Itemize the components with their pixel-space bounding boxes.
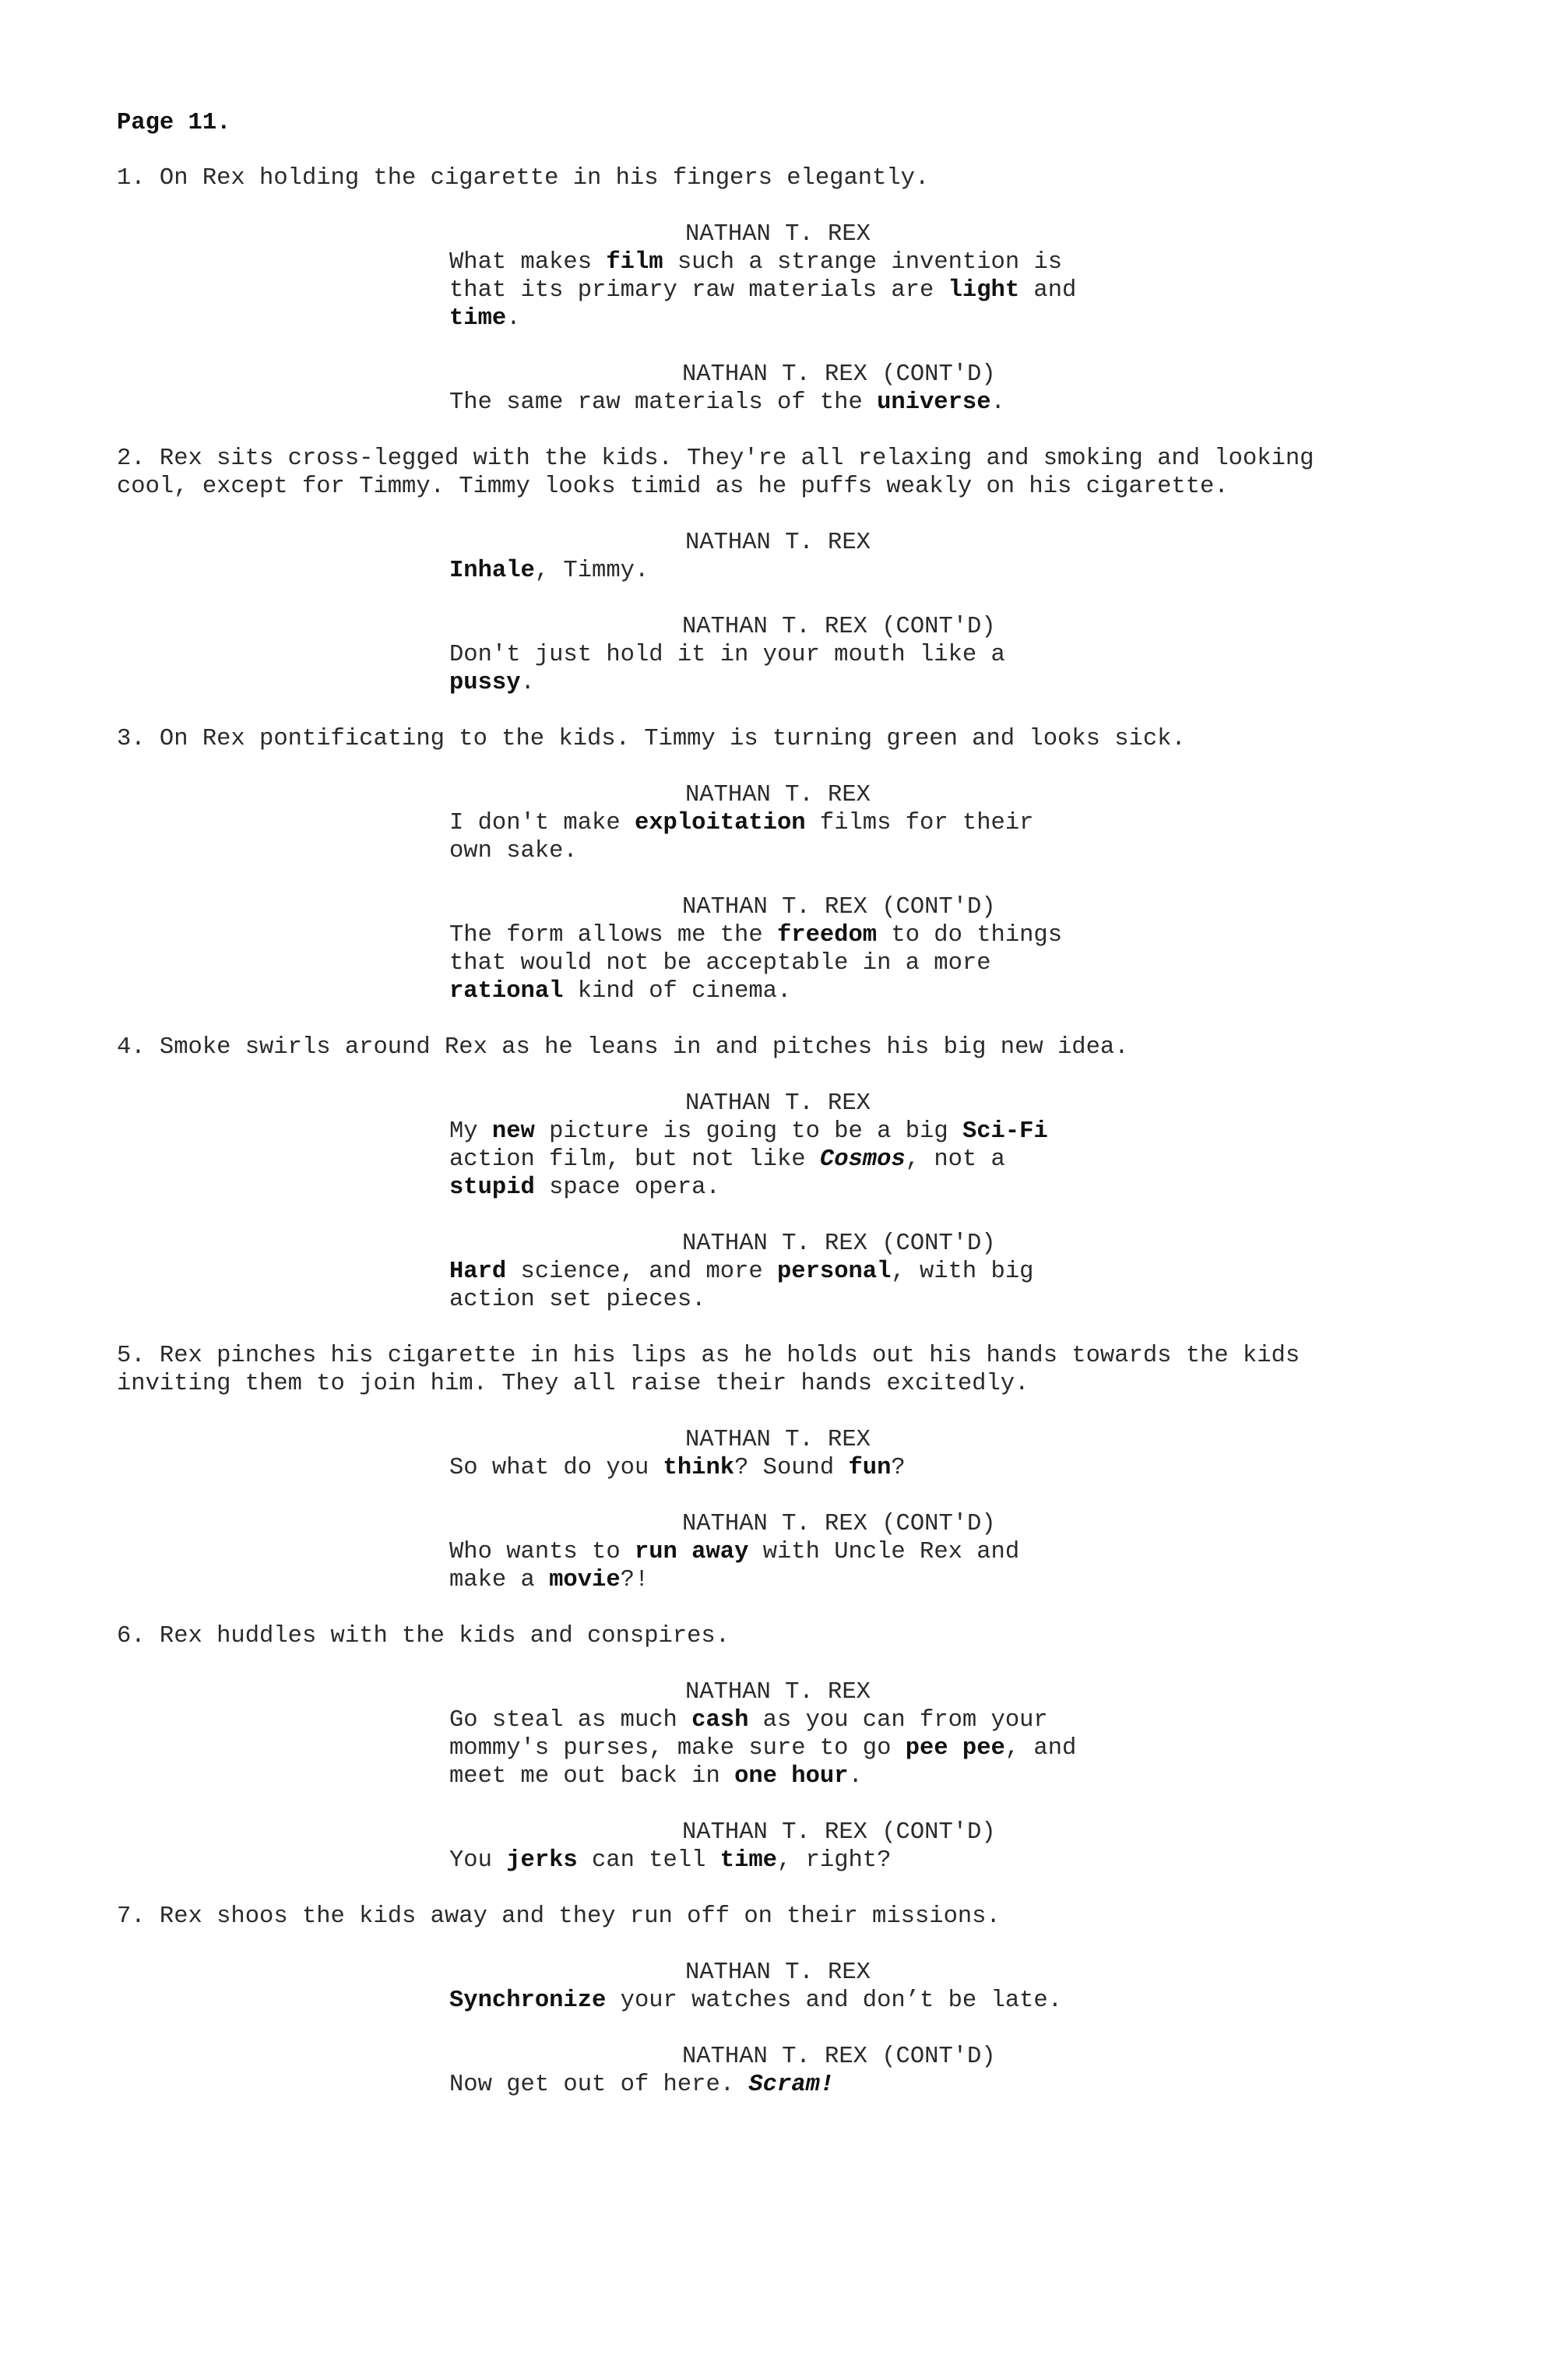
dialogue: Synchronize your watches and don’t be late. xyxy=(449,1987,1063,2014)
action-line: 4. Smoke swirls around Rex as he leans in and pitches his big new idea. xyxy=(117,1034,1129,1061)
dialogue: Inhale, Timmy. xyxy=(449,558,649,584)
character-name: NATHAN T. REX xyxy=(685,782,871,808)
action-line: 5. Rex pinches his cigarette in his lips as he holds out his hands towards the kids inviting them to join him. They all raise their hands excitedly. xyxy=(117,1343,1300,1397)
character-name: NATHAN T. REX xyxy=(685,1679,871,1706)
character-name: NATHAN T. REX xyxy=(685,1427,871,1453)
dialogue: Don't just hold it in your mouth like a pussy. xyxy=(449,642,1005,696)
dialogue: Who wants to run away with Uncle Rex and make a movie?! xyxy=(449,1539,1020,1593)
action-line: 6. Rex huddles with the kids and conspires. xyxy=(117,1623,730,1649)
character-name: NATHAN T. REX (CONT'D) xyxy=(682,1819,996,1846)
dialogue: I don't make exploitation films for their own sake. xyxy=(449,810,1034,864)
dialogue: What makes film such a strange invention is that its primary raw materials are light and time. xyxy=(449,249,1077,332)
action-line: 1. On Rex holding the cigarette in his fingers elegantly. xyxy=(117,165,930,192)
character-name: NATHAN T. REX xyxy=(685,530,871,556)
dialogue: Now get out of here. Scram! xyxy=(449,2072,835,2098)
character-name: NATHAN T. REX xyxy=(685,1959,871,1986)
character-name: NATHAN T. REX (CONT'D) xyxy=(682,1230,996,1257)
dialogue: Go steal as much cash as you can from your mommy's purses, make sure to go pee pee, and meet me out back in one hour. xyxy=(449,1707,1077,1790)
page-heading: Page 11. xyxy=(117,110,231,136)
character-name: NATHAN T. REX (CONT'D) xyxy=(682,614,996,640)
character-name: NATHAN T. REX (CONT'D) xyxy=(682,361,996,388)
character-name: NATHAN T. REX (CONT'D) xyxy=(682,894,996,921)
action-line: 2. Rex sits cross-legged with the kids. They're all relaxing and smoking and looking cool, except for Timmy. Timmy looks timid as he puffs weakly on his cigarette. xyxy=(117,445,1314,500)
dialogue: My new picture is going to be a big Sci-Fi action film, but not like Cosmos, not a stupid space opera. xyxy=(449,1118,1048,1201)
character-name: NATHAN T. REX xyxy=(685,1090,871,1117)
dialogue: Hard science, and more personal, with big action set pieces. xyxy=(449,1259,1034,1313)
character-name: NATHAN T. REX xyxy=(685,221,871,248)
dialogue: The form allows me the freedom to do things that would not be acceptable in a more rational kind of cinema. xyxy=(449,922,1063,1005)
action-line: 3. On Rex pontificating to the kids. Timmy is turning green and looks sick. xyxy=(117,726,1186,752)
dialogue: You jerks can tell time, right? xyxy=(449,1847,892,1874)
dialogue: The same raw materials of the universe. xyxy=(449,389,1005,416)
character-name: NATHAN T. REX (CONT'D) xyxy=(682,2044,996,2070)
action-line: 7. Rex shoos the kids away and they run off on their missions. xyxy=(117,1903,1001,1930)
dialogue: So what do you think? Sound fun? xyxy=(449,1455,906,1481)
character-name: NATHAN T. REX (CONT'D) xyxy=(682,1511,996,1537)
